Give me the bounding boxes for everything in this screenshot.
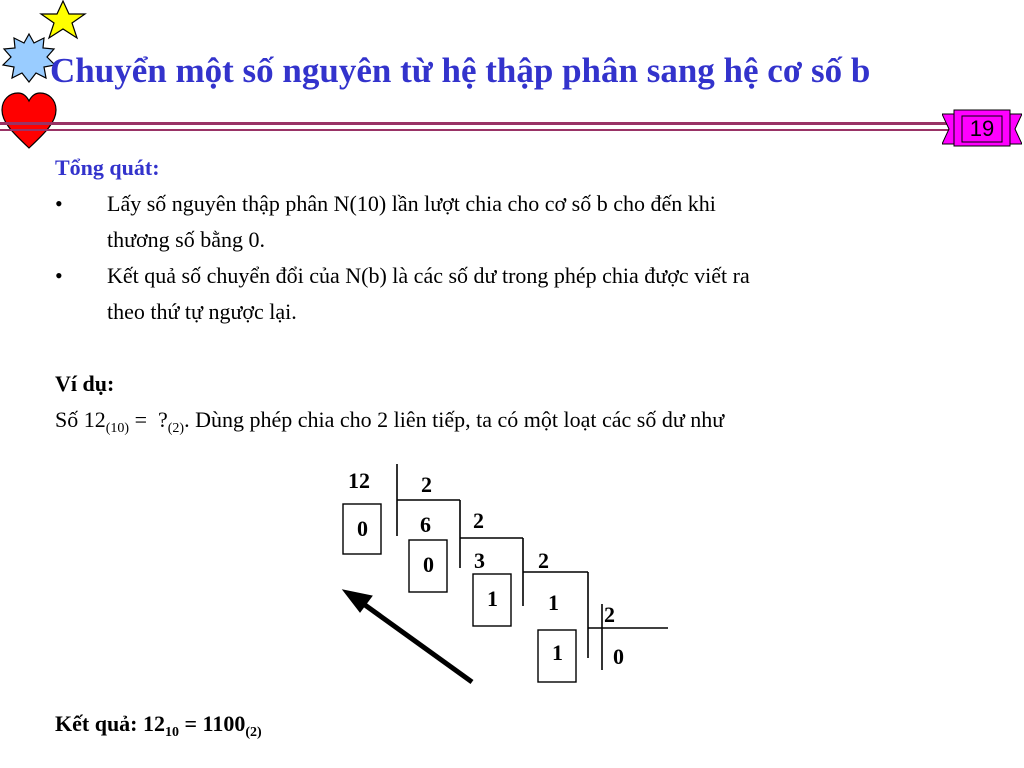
bullet-line: Lấy số nguyên thập phân N(10) lần lượt chia cho cơ số b cho đến khi <box>107 191 716 216</box>
remainder: 1 <box>552 640 563 665</box>
bullet-marker: • <box>55 263 63 288</box>
slide-body <box>55 150 955 438</box>
result-label: Kết quả: 12 <box>55 711 165 736</box>
divisor: 2 <box>473 508 484 533</box>
slide-number: 19 <box>969 116 995 141</box>
divisor: 2 <box>538 548 549 573</box>
example-sub: (2) <box>167 421 185 436</box>
bullet-marker: • <box>55 191 63 216</box>
result-sub: 10 <box>165 725 179 740</box>
bullet-item <box>55 186 955 258</box>
heart-icon <box>0 90 58 152</box>
dividend: 1 <box>548 590 559 615</box>
remainder: 1 <box>487 586 498 611</box>
bullet-item <box>55 258 955 330</box>
example-line <box>55 402 955 438</box>
result-middle: = 1100 <box>179 711 246 736</box>
bullet-line: Kết quả số chuyển đổi của N(b) là các số dư trong phép chia được viết ra <box>107 263 750 288</box>
example-heading: Ví dụ: <box>55 371 115 396</box>
example-middle: = ? <box>129 407 168 432</box>
slide-title: Chuyển một số nguyên từ hệ thập phân sang hệ cơ số b <box>50 51 871 90</box>
bullet-line: theo thứ tự ngược lại. <box>107 299 297 324</box>
bullet-line: thương số bằng 0. <box>107 227 265 252</box>
remainder: 0 <box>357 516 368 541</box>
example-suffix: . Dùng phép chia cho 2 liên tiếp, ta có một loạt các số dư như <box>184 407 725 432</box>
division-diagram <box>330 458 670 688</box>
remainder: 0 <box>423 552 434 577</box>
result-sub: (2) <box>245 725 262 740</box>
general-heading: Tổng quát: <box>55 155 160 180</box>
dividend: 6 <box>420 512 431 537</box>
dividend: 3 <box>474 548 485 573</box>
divisor: 2 <box>421 472 432 497</box>
example-sub: (10) <box>105 421 130 436</box>
title-rule-thin <box>0 129 955 131</box>
title-rule <box>0 122 955 125</box>
result-line <box>55 706 262 742</box>
dividend: 12 <box>348 468 370 493</box>
dividend: 0 <box>613 644 624 669</box>
example-prefix: Số 12 <box>55 407 106 432</box>
divisor: 2 <box>604 602 615 627</box>
